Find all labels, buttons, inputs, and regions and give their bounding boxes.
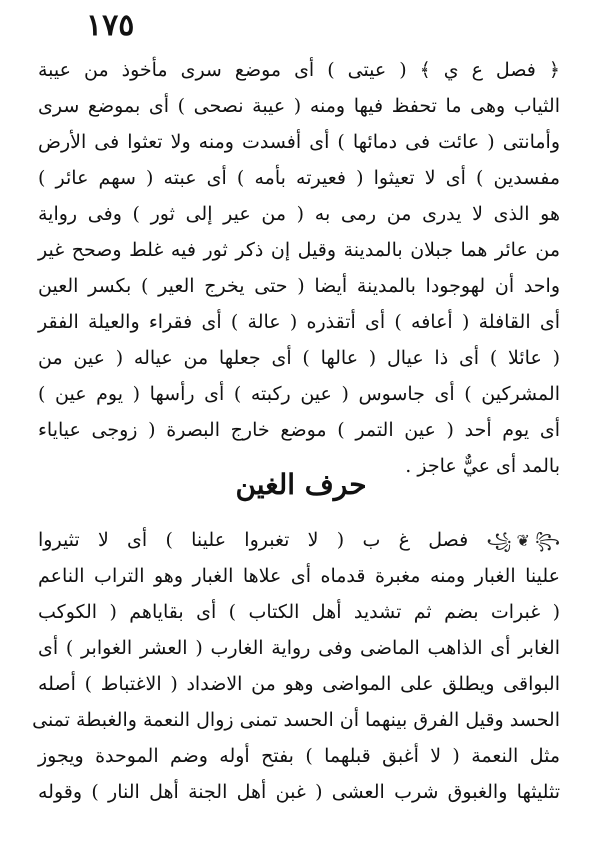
page-number: ١٧٥ — [86, 8, 135, 43]
text-line: أى يوم أحد ( عين التمر ) موضع خارج البصرة ( زوجى عياياء — [38, 419, 560, 441]
text-line: بالمد أى عيٌّ عاجز . — [405, 455, 560, 477]
text-line: الثياب وهى ما تحفظ فيها ومنه ( عيبة نصحى ) أى بموضع سرى — [38, 95, 560, 117]
text-line: علينا الغبار ومنه مغبرة قدماه أى علاها الغبار وهو التراب الناعم — [38, 565, 560, 587]
text-line: مثل النعمة ( لا أغبق قبلهما ) بفتح أوله وضم الموحدة ويجوز — [38, 745, 560, 767]
text-line: واحد أن لهوجودا بالمدينة أيضا ( حتى يخرج العير ) بكسر العين — [38, 275, 560, 297]
text-line: ( عائلا ) أى ذا عيال ( عالها ) أى جعلها من عياله ( عين من — [38, 347, 560, 369]
text-line: الحسد وقيل الفرق بينهما أن الحسد تمنى زوال النعمة والغبطة تمنى — [32, 709, 560, 731]
text-line: من عائر هما جبلان بالمدينة وقيل إن ذكر ثور فيه غلط وصحح غير — [38, 239, 560, 261]
section-ayn-ya — [38, 52, 560, 484]
text-line: ﴿ فصل ع ي ﴾ ( عيتى ) أى موضع سرى مأخوذ من عيبة — [38, 59, 560, 81]
chapter-heading: حرف الغين — [235, 468, 367, 501]
text-line: المشركين ) أى جاسوس ( عين ركبته ) أى رأسها ( يوم عين ) — [38, 383, 560, 405]
section-ghayn-ba — [32, 522, 560, 810]
text-line: فصل غ ب ( لا تغبروا علينا ) أى لا تثيروا — [38, 529, 469, 551]
text-line: مفسدين ) أى لا تعيثوا ( فعيرته بأمه ) أى عبته ( سهم عائر ) — [38, 167, 560, 189]
text-line: هو الذى لا يدرى من رمى به ( من عير إلى ثور ) وفى رواية — [38, 203, 560, 225]
text-line: البواقى ويطلق على المواضى وهو من الاضداد ( الاغتباط ) أصله — [38, 673, 560, 695]
text-line: أى القافلة ( أعافه ) أى أتقذره ( عالة ) أى فقراء والعيلة الفقر — [38, 311, 560, 333]
text-line: الغابر أى الذاهب الماضى وفى رواية الغارب ( العشر الغوابر ) أى — [38, 637, 560, 659]
text-line: وأمانتى ( عائت فى دمائها ) أى أفسدت ومنه ولا تعثوا فى الأرض — [38, 131, 560, 153]
ornament-icon: ꧁ ❦ ꧂ — [486, 531, 560, 550]
text-line: ( غبرات بضم ثم تشديد أهل الكتاب ) أى بقاياهم ( الكوكب — [38, 601, 560, 623]
text-line-with-ornament — [38, 522, 560, 558]
text-line: تثليثها والغبوق شرب العشى ( غبن أهل الجنة أهل النار ) وقوله — [38, 781, 560, 803]
